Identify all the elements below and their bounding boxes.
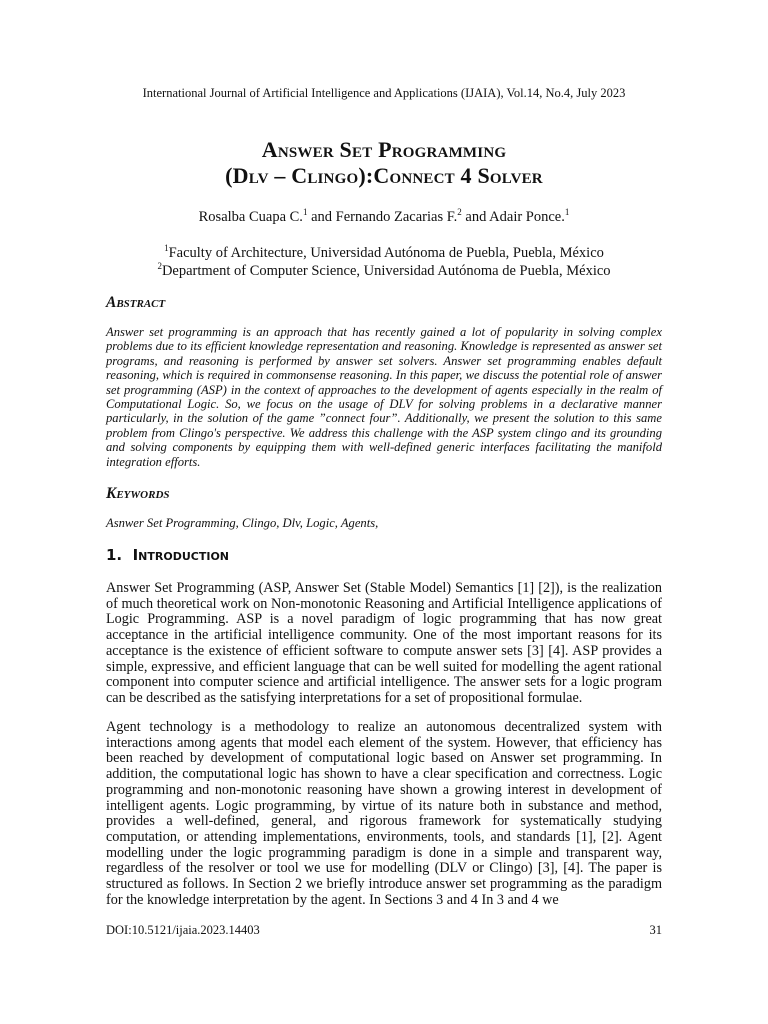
journal-header: International Journal of Artificial Intelligence and Applications (IJAIA), Vol.14, No.4, July 2023 — [142, 86, 626, 100]
affiliation-2-marker: 2 — [157, 261, 162, 272]
abstract-text: Answer set programming is an approach that has recently gained a lot of popularity in solving complex problems due to its efficient knowledge representation and reasoning. Knowledge is represented as answer set programs, and reasoning is performed by answer set solvers. Answer set programming enables default reasoning, which is required in commonsense reasoning. In this paper, we discuss the potential role of answer set programming (ASP) in the context of approaches to the development of agents especially in the realm of Computational Logic. So, we focus on the usage of DLV for solving problems in a declarative manner particularly, in the solution of the game ”connect four”. Additionally, we present the solution to this same problem from Clingo's perspective. We address this challenge with the ASP system clingo and its grounding and solving components by equipping them with well-defined generic interfaces facilitating the manifold integration efforts. — [106, 325, 662, 469]
affiliation-1-text: Faculty of Architecture, Universidad Autónoma de Puebla, Puebla, México — [168, 245, 604, 261]
paper-title — [0, 137, 768, 189]
keywords-heading: Keywords — [106, 485, 170, 502]
author-1: Rosalba Cuapa C. — [198, 209, 303, 225]
keywords-text: Asnwer Set Programming, Clingo, Dlv, Logic, Agents, — [106, 516, 379, 530]
affiliation-1 — [0, 244, 768, 262]
intro-paragraph-1: Answer Set Programming (ASP, Answer Set (Stable Model) Semantics [1] [2]), is the realization of much theoretical work on Non-monotonic Reasoning and Artificial Intelligence applications of Logic Programming. ASP is a novel paradigm of logic programming that has now great acceptance in the artificial intelligence community. One of the most important reasons for its acceptance is the existence of efficient software to compute answer sets [3] [4]. ASP provides a simple, expressive, and efficient language that can be well suited for modelling the agent rational component into computer science and artificial intelligence. The answer sets for a logic program can be described as the satisfying interpretations for a set of propositional formulae. — [106, 580, 662, 706]
introduction-heading — [106, 546, 229, 564]
affiliation-1-marker: 1 — [164, 243, 169, 254]
author-2: and Fernando Zacarias F. — [307, 209, 458, 225]
abstract-heading: Abstract — [106, 294, 166, 311]
title-line-1: Answer Set Programming — [261, 137, 507, 162]
author-1-affil: 1 — [302, 207, 308, 218]
section-number: 1. — [106, 546, 123, 564]
author-3-affil: 1 — [564, 207, 570, 218]
author-list — [0, 209, 768, 226]
title-line-2: (Dlv – Clingo):Connect 4 Solver — [225, 163, 543, 188]
author-2-affil: 2 — [457, 207, 462, 218]
affiliation-2 — [0, 262, 768, 280]
author-3: and Adair Ponce. — [461, 209, 565, 225]
section-title: Introduction — [132, 546, 229, 564]
page-number: 31 — [649, 923, 662, 937]
footer-doi: DOI:10.5121/ijaia.2023.14403 — [106, 923, 260, 937]
intro-paragraph-2: Agent technology is a methodology to realize an autonomous decentralized system with interactions among agents that model each element of the system. However, that efficiency has been reached by development of computational logic based on Answer set programming. In addition, the computational logic has shown to have a clear specification and correctness. Logic programming and non-monotonic reasoning have shown a growing interest in development of intelligent agents. Logic programming, by virtue of its nature both in substance and method, provides a well-defined, general, and rigorous framework for systematically studying computation, or attending implementations, environments, tools, and standards [1], [2]. Agent modelling under the logic programming paradigm is done in a simple and transparent way, regardless of the resolver or tool we use for modelling (DLV or Clingo) [3], [4]. The paper is structured as follows. In Section 2 we briefly introduce answer set programming as the paradigm for the knowledge interpretation by the agent. In Sections 3 and 4 In 3 and 4 we — [106, 719, 662, 908]
affiliation-2-text: Department of Computer Science, Universidad Autónoma de Puebla, México — [161, 263, 611, 279]
affiliations — [0, 244, 768, 280]
